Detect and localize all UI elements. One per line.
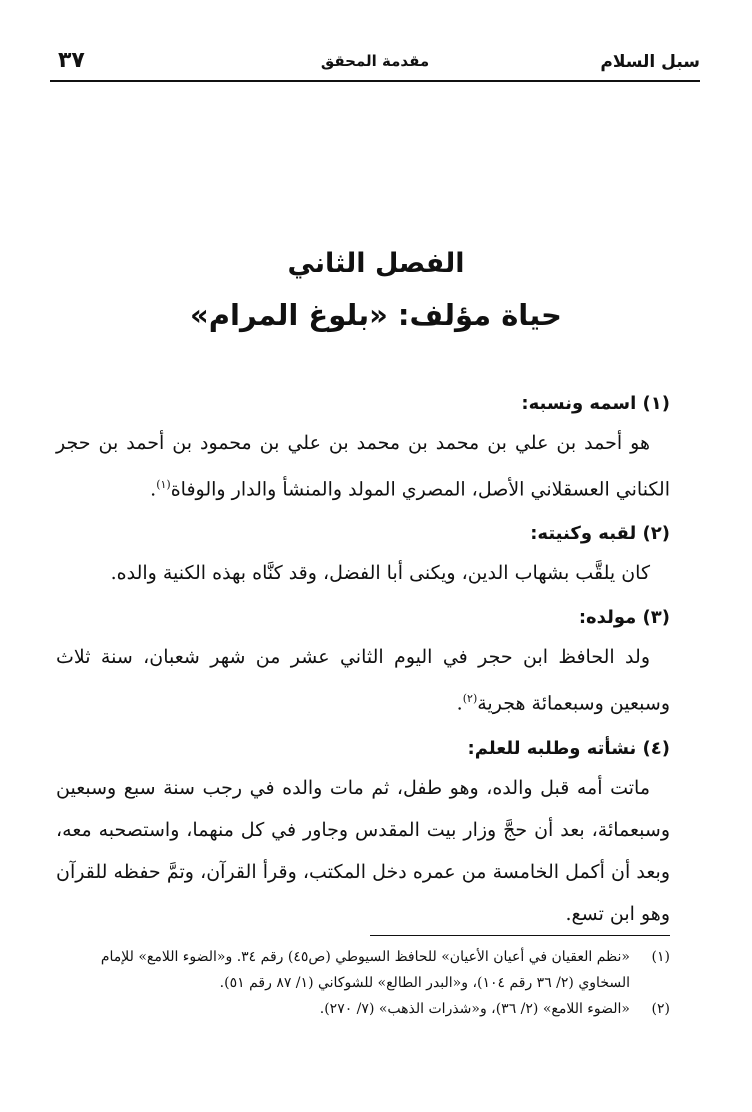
paragraph-text: هو أحمد بن علي بن محمد بن محمد بن علي بن محمود بن أحمد بن حجر الكناني العسقلاني الأصل، المصري المولد والمنشأ والدار والوفاة	[56, 432, 670, 501]
section-heading-title: (٢) لقبه وكنيته:	[530, 523, 670, 545]
section-heading-birth: (٣) مولده:	[578, 607, 670, 629]
paragraph-text: ماتت أمه قبل والده، وهو طفل، ثم مات والده في رجب سنة سبع وسبعين وسبعمائة، بعد أن حجَّ وزار بيت المقدس وجاور في كل منهما، واستصحبه معه، وبعد أن أكمل الخامسة من عمره دخل المكتب، وقرأ القرآن، وتمَّ حفظه للقرآن وهو ابن تسع.	[56, 776, 670, 925]
section-heading-name: (١) اسمه ونسبه:	[521, 393, 670, 414]
page-number: ٣٧	[58, 48, 85, 73]
section-paragraph-birth	[56, 636, 670, 724]
chapter-title: حياة مؤلف: «بلوغ المرام»	[190, 298, 562, 332]
paragraph-text: ولد الحافظ ابن حجر في اليوم الثاني عشر من شهر شعبان، سنة ثلاث وسبعين وسبعمائة هجرية	[56, 646, 670, 715]
footnote-text: «نظم العقيان في أعيان الأعيان» للحافظ السيوطي (ص٤٥) رقم ٣٤. و«الضوء اللامع» للإمام السخاوي (٢/ ٣٦ رقم ١٠٤)، و«البدر الطالع» للشوكاني (١/ ٨٧ رقم ٥١).	[100, 949, 630, 991]
section-paragraph-title	[56, 552, 670, 594]
body-text	[56, 386, 670, 941]
section-paragraph-upbringing	[56, 767, 670, 935]
footnote-ref: (٢)	[462, 692, 478, 706]
section-title: مقدمة المحقق	[320, 52, 430, 70]
paragraph-tail: .	[456, 692, 463, 715]
paragraph-tail: .	[150, 478, 157, 501]
section-heading-upbringing: (٤) نشأته وطلبه للعلم:	[467, 737, 670, 759]
section-paragraph-name	[56, 422, 670, 510]
footnote-text: «الضوء اللامع» (٢/ ٣٦)، و«شذرات الذهب» (٧/ ٢٧٠).	[319, 1001, 630, 1017]
running-header	[50, 48, 700, 82]
footnote-number: (١)	[651, 949, 670, 965]
footnote-divider	[370, 935, 670, 936]
footnote-number: (٢)	[651, 1001, 670, 1017]
paragraph-text: كان يلقَّب بشهاب الدين، ويكنى أبا الفضل، وقد كنَّاه بهذه الكنية والده.	[110, 562, 650, 585]
book-title: سبل السلام	[600, 52, 700, 72]
footnote-item	[56, 944, 670, 996]
chapter-label: الفصل الثاني	[287, 248, 465, 279]
footnotes	[56, 944, 670, 1022]
footnote-ref: (١)	[156, 478, 171, 491]
footnote-item	[56, 996, 670, 1022]
